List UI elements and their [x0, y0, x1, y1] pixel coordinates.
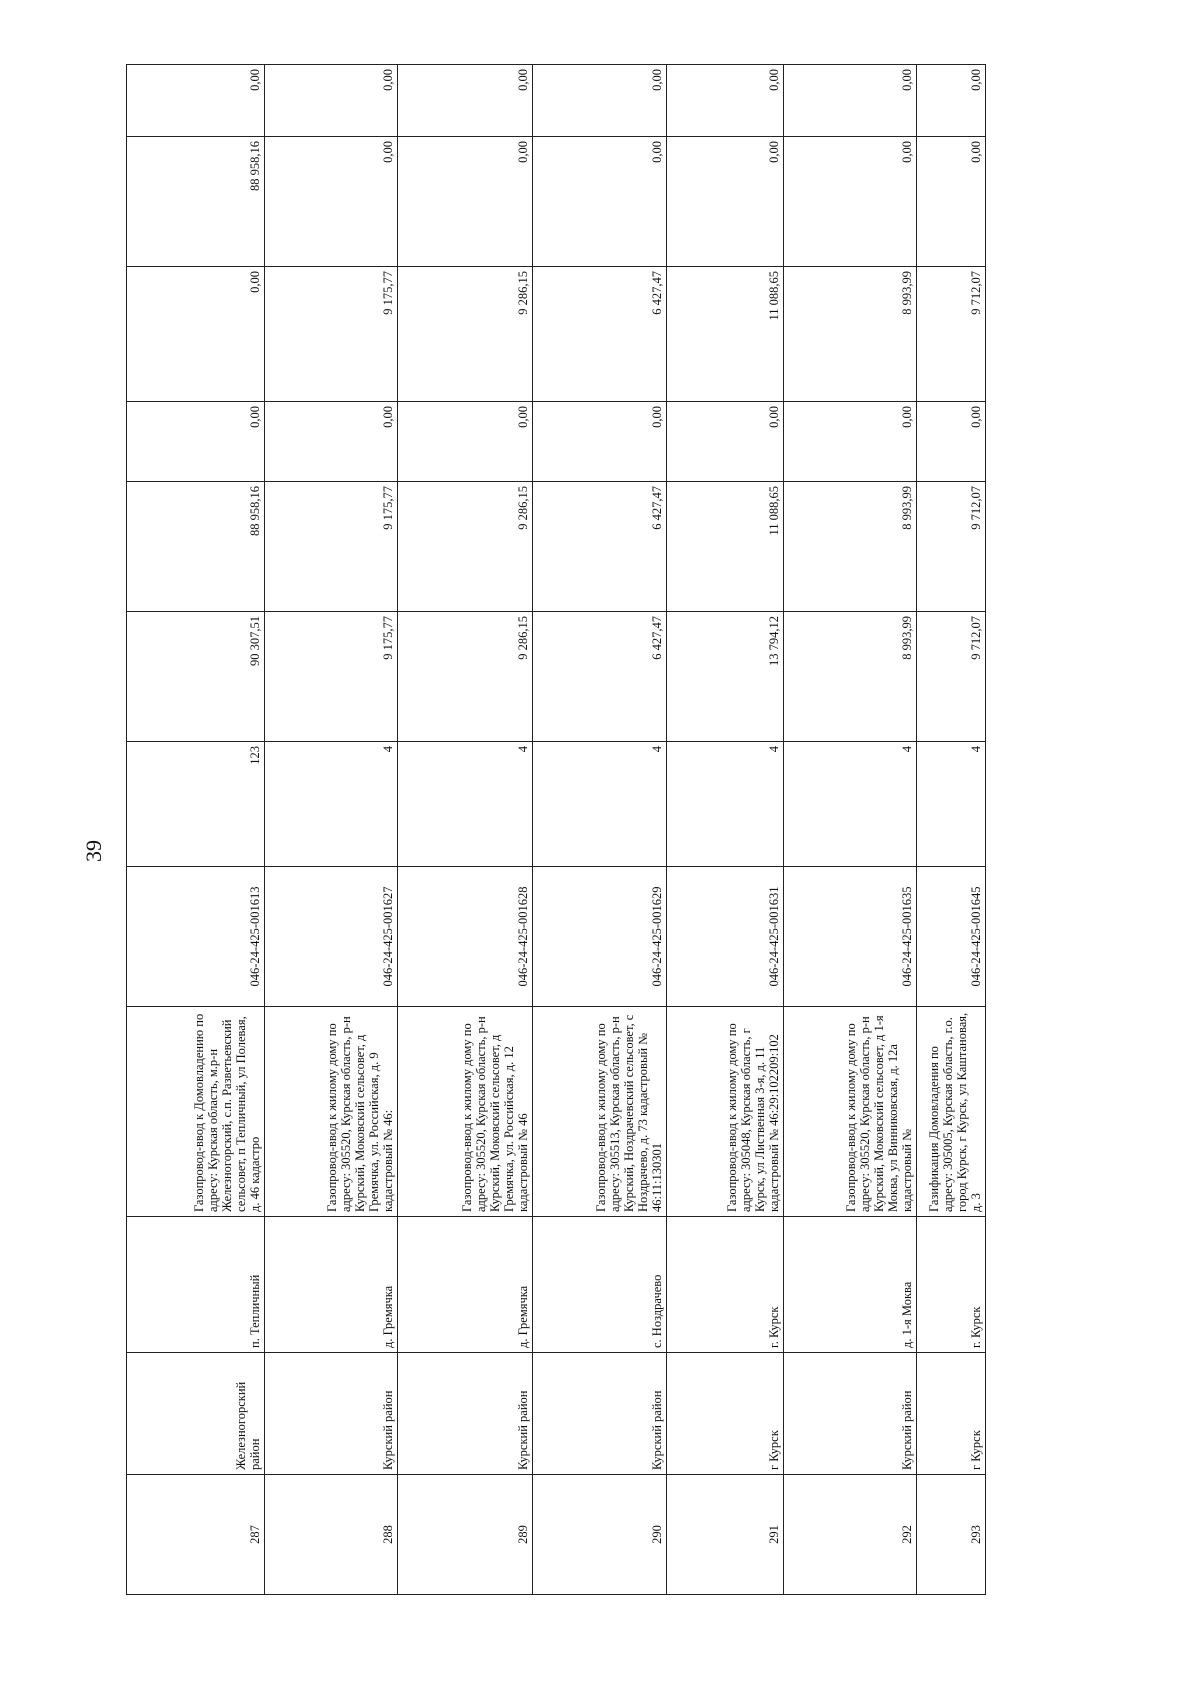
row-number: 293 [917, 1475, 986, 1595]
amount-cell: 9 175,77 [264, 482, 397, 612]
length-cell: 4 [264, 742, 397, 867]
object-code-cell: 046-24-425-001631 [666, 867, 783, 1007]
estimated-cost-cell: 9 712,07 [917, 612, 986, 742]
locality-cell: с. Ноздрачево [533, 1217, 666, 1353]
amount-cell: 88 958,16 [127, 137, 265, 267]
district-cell: г Курск [666, 1353, 783, 1475]
data-table [126, 64, 986, 1595]
description-cell: Газопровод-ввод к жилому дому по адресу: 305513, Курская область, р-н Курский, Ноздрачевский сельсовет, с Ноздрачево, д. 73 кадастровый № 46:11:130301 [533, 1007, 666, 1217]
amount-cell: 88 958,16 [127, 482, 265, 612]
estimated-cost-cell: 9 175,77 [264, 612, 397, 742]
amount-cell: 0,00 [264, 402, 397, 482]
length-cell: 4 [533, 742, 666, 867]
amount-cell: 9 712,07 [917, 482, 986, 612]
amount-cell: 0,00 [127, 65, 265, 137]
amount-cell: 0,00 [666, 402, 783, 482]
amount-cell: 0,00 [264, 137, 397, 267]
object-code-cell: 046-24-425-001613 [127, 867, 265, 1007]
district-cell: г Курск [917, 1353, 986, 1475]
amount-cell: 0,00 [533, 65, 666, 137]
estimated-cost-cell: 6 427,47 [533, 612, 666, 742]
estimated-cost-cell: 9 286,15 [397, 612, 532, 742]
amount-cell: 8 993,99 [783, 267, 916, 402]
locality-cell: д. Гремячка [264, 1217, 397, 1353]
table-row [264, 65, 397, 1595]
amount-cell: 0,00 [127, 402, 265, 482]
amount-cell: 8 993,99 [783, 482, 916, 612]
locality-cell: д. Гремячка [397, 1217, 532, 1353]
row-number: 288 [264, 1475, 397, 1595]
length-cell: 4 [397, 742, 532, 867]
amount-cell: 0,00 [783, 402, 916, 482]
district-cell: Железногорский район [127, 1353, 265, 1475]
locality-cell: п. Тепличный [127, 1217, 265, 1353]
row-number: 290 [533, 1475, 666, 1595]
locality-cell: г. Курск [917, 1217, 986, 1353]
district-cell: Курский район [397, 1353, 532, 1475]
estimated-cost-cell: 13 794,12 [666, 612, 783, 742]
amount-cell: 0,00 [917, 402, 986, 482]
length-cell: 4 [917, 742, 986, 867]
amount-cell: 6 427,47 [533, 267, 666, 402]
description-cell: Газопровод-ввод к Домовладению по адресу: Курская область, м.р-н Железногорский, с.п. Разветьевский сельсовет, п Тепличный, ул Полевая, д. 46 кадастро [127, 1007, 265, 1217]
length-cell: 4 [783, 742, 916, 867]
object-code-cell: 046-24-425-001629 [533, 867, 666, 1007]
amount-cell: 0,00 [397, 402, 532, 482]
row-number: 291 [666, 1475, 783, 1595]
description-cell: Газопровод-ввод к жилому дому по адресу: 305520, Курская область, р-н Курский, Моковский сельсовет, д Гремячка, ул. Российская, д. 9 кадастровый № 46: [264, 1007, 397, 1217]
row-number: 289 [397, 1475, 532, 1595]
object-code-cell: 046-24-425-001645 [917, 867, 986, 1007]
object-code-cell: 046-24-425-001627 [264, 867, 397, 1007]
amount-cell: 0,00 [783, 137, 916, 267]
table-row [666, 65, 783, 1595]
amount-cell: 9 286,15 [397, 267, 532, 402]
description-cell: Газопровод-ввод к жилому дому по адресу: 305520, Курская область, р-н Курский, Моковский сельсовет, д 1-я Моква, ул Винниковская, д. 12а кадастровый № [783, 1007, 916, 1217]
estimated-cost-cell: 8 993,99 [783, 612, 916, 742]
amount-cell: 9 712,07 [917, 267, 986, 402]
district-cell: Курский район [264, 1353, 397, 1475]
amount-cell: 11 088,65 [666, 267, 783, 402]
length-cell: 4 [666, 742, 783, 867]
table-row [917, 65, 986, 1595]
description-cell: Газопровод-ввод к жилому дому по адресу: 305048, Курская область, г Курск, ул Лиственная 3-я, д. 11 кадастровый № 46:29:102209:102 [666, 1007, 783, 1217]
amount-cell: 0,00 [264, 65, 397, 137]
object-code-cell: 046-24-425-001635 [783, 867, 916, 1007]
row-number: 287 [127, 1475, 265, 1595]
table-body [127, 65, 986, 1595]
amount-cell: 0,00 [783, 65, 916, 137]
estimated-cost-cell: 90 307,51 [127, 612, 265, 742]
amount-cell: 9 175,77 [264, 267, 397, 402]
amount-cell: 0,00 [533, 402, 666, 482]
description-cell: Газификация Домовладения по адресу: 305005, Курская область, г.о. город Курск, г Курск, ул Каштановая, д. 3 [917, 1007, 986, 1217]
locality-cell: д. 1-я Моква [783, 1217, 916, 1353]
page-number: 39 [81, 840, 106, 862]
district-cell: Курский район [533, 1353, 666, 1475]
table-row [397, 65, 532, 1595]
amount-cell: 0,00 [397, 137, 532, 267]
amount-cell: 0,00 [917, 65, 986, 137]
row-number: 292 [783, 1475, 916, 1595]
amount-cell: 11 088,65 [666, 482, 783, 612]
amount-cell: 0,00 [917, 137, 986, 267]
table-row [783, 65, 916, 1595]
description-cell: Газопровод-ввод к жилому дому по адресу: 305520, Курская область, р-н Курский, Моковский сельсовет, д Гремячка, ул. Российская, д. 12 кадастровый № 46 [397, 1007, 532, 1217]
amount-cell: 9 286,15 [397, 482, 532, 612]
amount-cell: 0,00 [533, 137, 666, 267]
amount-cell: 6 427,47 [533, 482, 666, 612]
locality-cell: г. Курск [666, 1217, 783, 1353]
amount-cell: 0,00 [397, 65, 532, 137]
amount-cell: 0,00 [666, 137, 783, 267]
amount-cell: 0,00 [666, 65, 783, 137]
rotated-table-container [126, 65, 986, 1595]
amount-cell: 0,00 [127, 267, 265, 402]
object-code-cell: 046-24-425-001628 [397, 867, 532, 1007]
length-cell: 123 [127, 742, 265, 867]
district-cell: Курский район [783, 1353, 916, 1475]
table-row [127, 65, 265, 1595]
table-row [533, 65, 666, 1595]
